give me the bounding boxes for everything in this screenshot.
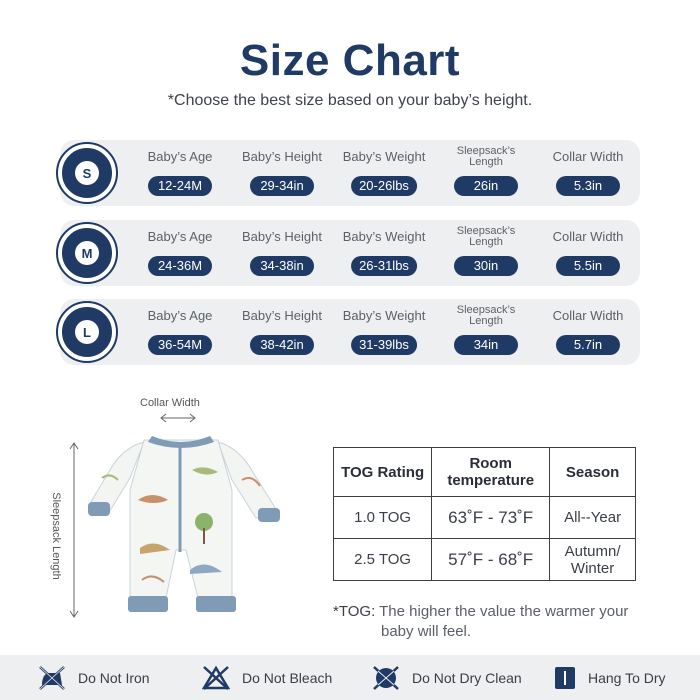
tog-note (333, 602, 653, 642)
length-cell: Sleepsack’s Length 34in (436, 299, 536, 365)
care-item (38, 655, 150, 700)
tog-cell: Autumn/ Winter (550, 539, 636, 581)
tog-cell: 1.0 TOG (334, 497, 432, 539)
no-dry-clean-icon (372, 665, 400, 691)
sleepsack-length-label: Sleepsack Length (50, 492, 62, 580)
collar-width-arrow (158, 412, 198, 424)
tog-cell: 63˚F - 73˚F (432, 497, 550, 539)
size-badge: M (58, 224, 116, 282)
size-row-l (60, 299, 640, 365)
height-cell: Baby’s Height 38-42in (232, 299, 332, 365)
care-item (202, 655, 332, 700)
tog-cell: 57˚F - 68˚F (432, 539, 550, 581)
age-cell: Baby’s Age 24-36M (130, 220, 230, 286)
length-cell: Sleepsack’s Length 30in (436, 220, 536, 286)
weight-cell: Baby’s Weight 20-26lbs (334, 140, 434, 206)
age-cell: Baby’s Age 12-24M (130, 140, 230, 206)
collar-width-label: Collar Width (140, 397, 200, 409)
height-cell: Baby’s Height 29-34in (232, 140, 332, 206)
collar-cell: Collar Width 5.3in (538, 140, 638, 206)
care-item (554, 655, 666, 700)
care-label: Do Not Iron (78, 669, 150, 686)
care-item (372, 655, 522, 700)
collar-cell: Collar Width 5.5in (538, 220, 638, 286)
sleepsack-illustration (82, 430, 292, 625)
tog-row (334, 497, 636, 539)
weight-cell: Baby’s Weight 31-39lbs (334, 299, 434, 365)
size-row-s (60, 140, 640, 206)
size-row-m (60, 220, 640, 286)
page-title: Size Chart (239, 36, 461, 85)
tog-cell: All--Year (550, 497, 636, 539)
size-badge: S (58, 144, 116, 202)
care-label: Hang To Dry (588, 669, 666, 686)
tog-row (334, 539, 636, 581)
care-label: Do Not Dry Clean (412, 669, 522, 686)
tog-table (333, 447, 636, 581)
collar-cell: Collar Width 5.7in (538, 299, 638, 365)
age-cell: Baby’s Age 36-54M (130, 299, 230, 365)
hang-dry-icon (554, 665, 576, 691)
tog-note-line1: The higher the value the warmer your (375, 603, 629, 620)
care-instructions-bar (0, 655, 700, 700)
care-label: Do Not Bleach (242, 669, 333, 686)
size-badge: L (58, 303, 116, 361)
no-bleach-icon (202, 665, 230, 691)
tog-header-season: Season (550, 448, 636, 497)
tog-cell: 2.5 TOG (334, 539, 432, 581)
sleepsack-length-arrow (68, 440, 80, 620)
page-subtitle: *Choose the best size based on your baby’s height. (167, 92, 533, 109)
height-cell: Baby’s Height 34-38in (232, 220, 332, 286)
tog-note-prefix: *TOG: (333, 603, 376, 620)
tog-header-temp: Room temperature (432, 448, 550, 497)
tog-header-rating: TOG Rating (334, 448, 432, 497)
weight-cell: Baby’s Weight 26-31lbs (334, 220, 434, 286)
tog-note-line2: baby will feel. (381, 623, 472, 640)
no-iron-icon (38, 665, 66, 691)
length-cell: Sleepsack’s Length 26in (436, 140, 536, 206)
